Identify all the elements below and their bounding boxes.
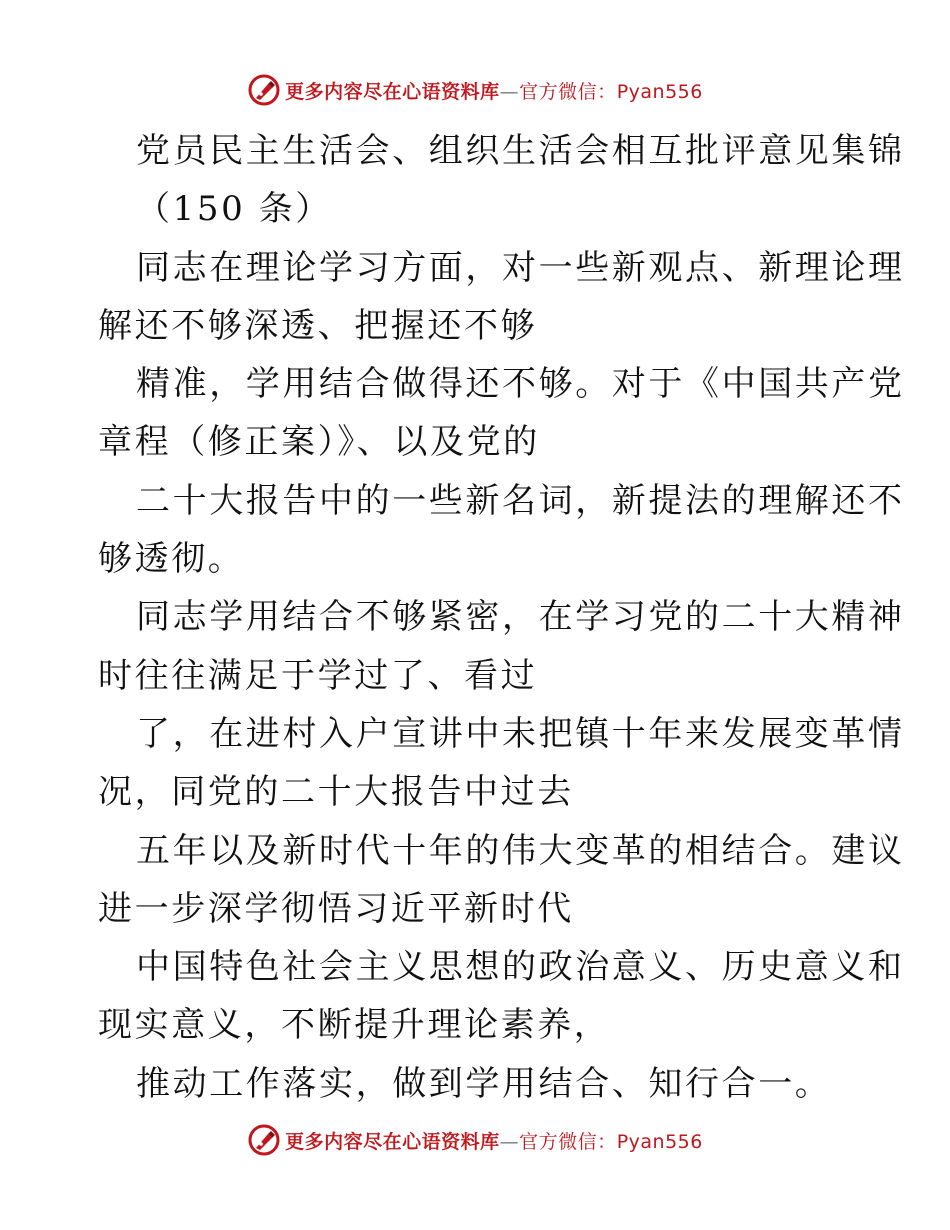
paragraph-line: 中国特色社会主义思想的政治意义、历史意义和 (136, 947, 905, 988)
paragraph-line: 况，同党的二十大报告中过去 (98, 772, 574, 813)
paragraph-line: 五年以及新时代十年的伟大变革的相结合。建议 (136, 830, 905, 871)
watermark-dash: — (499, 80, 520, 103)
watermark-dash: — (499, 1130, 520, 1153)
paragraph-line: 推动工作落实，做到学用结合、知行合一。 (136, 1063, 832, 1104)
watermark-text (285, 1127, 703, 1154)
watermark-text (285, 77, 703, 104)
paragraph-line: 够透彻。 (98, 539, 245, 580)
footer-watermark (0, 1122, 950, 1158)
paragraph-line: 二十大报告中的一些新名词，新提法的理解还不 (136, 480, 905, 521)
watermark-brand: 更多内容尽在心语资料库 (285, 80, 500, 103)
watermark-brand: 更多内容尽在心语资料库 (285, 1130, 500, 1153)
paragraph-line: 同志学用结合不够紧密，在学习党的二十大精神 (136, 597, 905, 638)
paragraph-line: 时往往满足于学过了、看过 (98, 655, 538, 696)
watermark-wechat-id: Pyan556 (616, 80, 703, 103)
document-title: 党员民主生活会、组织生活会相互批评意见集锦 (136, 131, 905, 171)
watermark-wechat-id: Pyan556 (616, 1130, 703, 1153)
watermark-wechat-label: 官方微信： (519, 80, 617, 103)
watermark-wechat-label: 官方微信： (519, 1130, 617, 1153)
paragraph-line: 同志在理论学习方面，对一些新观点、新理论理 (136, 247, 905, 288)
paragraph-line: 现实意义，不断提升理论素养， (98, 1005, 611, 1046)
paragraph-line: 精准，学用结合做得还不够。对于《中国共产党 (136, 364, 905, 405)
paragraph-line: 解还不够深透、把握还不够 (98, 305, 538, 346)
pen-nib-circle-icon (247, 1123, 281, 1157)
paragraph-line: 进一步深学彻悟习近平新时代 (98, 888, 574, 929)
document-subtitle: （150 条） (136, 189, 332, 230)
paragraph-line: 了，在进村入户宣讲中未把镇十年来发展变革情 (136, 713, 905, 754)
header-watermark (0, 72, 950, 108)
pen-nib-circle-icon (247, 73, 281, 107)
document-body (98, 122, 905, 1113)
paragraph-line: 章程（修正案）》、以及党的 (98, 422, 540, 463)
